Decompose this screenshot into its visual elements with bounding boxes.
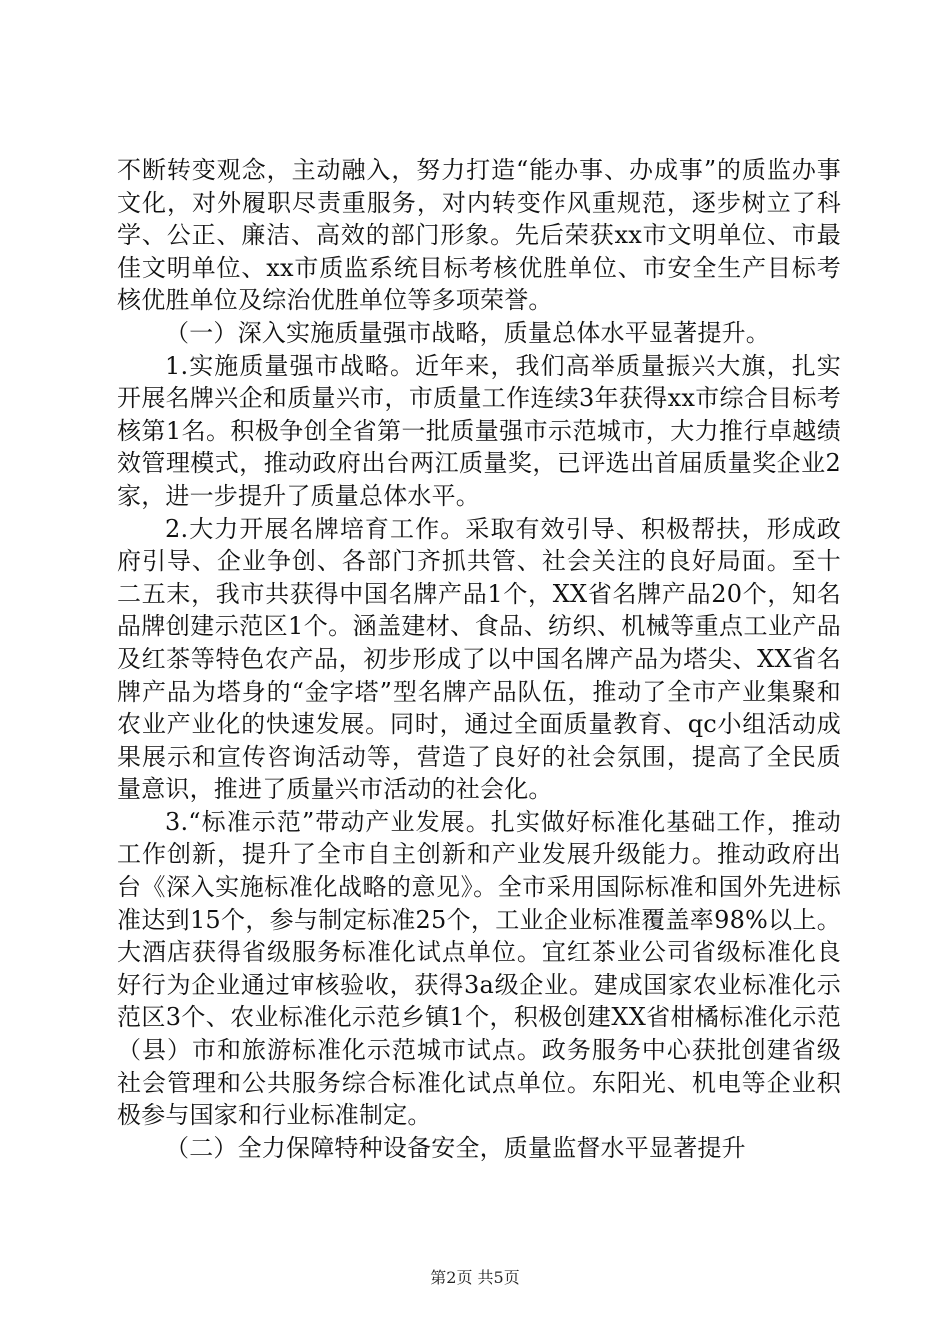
paragraph-intro: 不断转变观念，主动融入，努力打造“能办事、办成事”的质监办事文化，对外履职尽责重服务，对内转变作风重规范，逐步树立了科学、公正、廉洁、高效的部门形象。先后荣获xx市文明单位、市最佳文明单位、xx市质监系统目标考核优胜单位、市安全生产目标考核优胜单位及综治优胜单位等多项荣誉。	[117, 156, 841, 315]
section-heading-2: （二）全力保障特种设备安全，质量监督水平显著提升	[165, 1133, 746, 1162]
paragraph-standard-demonstration: 3.“标准示范”带动产业发展。扎实做好标准化基础工作，推动工作创新，提升了全市自主创新和产业发展升级能力。推动政府出台《深入实施标准化战略的意见》。全市采用国际标准和国外先进标准达到15个，参与制定标准25个，工业企业标准覆盖率98%以上。大酒店获得省级服务标准化试点单位。宜红茶业公司省级标准化良好行为企业通过审核验收，获得3a级企业。建成国家农业标准化示范区3个、农业标准化示范乡镇1个，积极创建XX省柑橘标准化示范（县）市和旅游标准化示范城市试点。政务服务中心获批创建省级社会管理和公共服务综合标准化试点单位。东阳光、机电等企业积极参与国家和行业标准制定。	[117, 807, 841, 1130]
document-body	[117, 154, 841, 1164]
paragraph-quality-strategy: 1.实施质量强市战略。近年来，我们高举质量振兴大旗，扎实开展名牌兴企和质量兴市，市质量工作连续3年获得xx市综合目标考核第1名。积极争创全省第一批质量强市示范城市，大力推行卓越绩效管理模式，推动政府出台两江质量奖，已评选出首届质量奖企业2家，进一步提升了质量总体水平。	[117, 351, 841, 510]
paragraph-brand-cultivation: 2.大力开展名牌培育工作。采取有效引导、积极帮扶，形成政府引导、企业争创、各部门齐抓共管、社会关注的良好局面。至十二五末，我市共获得中国名牌产品1个，XX省名牌产品20个，知名品牌创建示范区1个。涵盖建材、食品、纺织、机械等重点工业产品及红茶等特色农产品，初步形成了以中国名牌产品为塔尖、XX省名牌产品为塔身的“金字塔”型名牌产品队伍，推动了全市产业集聚和农业产业化的快速发展。同时，通过全面质量教育、qc小组活动成果展示和宣传咨询活动等，营造了良好的社会氛围，提高了全民质量意识，推进了质量兴市活动的社会化。	[117, 514, 841, 804]
page-number-footer: 第2页 共5页	[430, 1268, 520, 1287]
section-heading-1: （一）深入实施质量强市战略，质量总体水平显著提升。	[165, 318, 770, 347]
